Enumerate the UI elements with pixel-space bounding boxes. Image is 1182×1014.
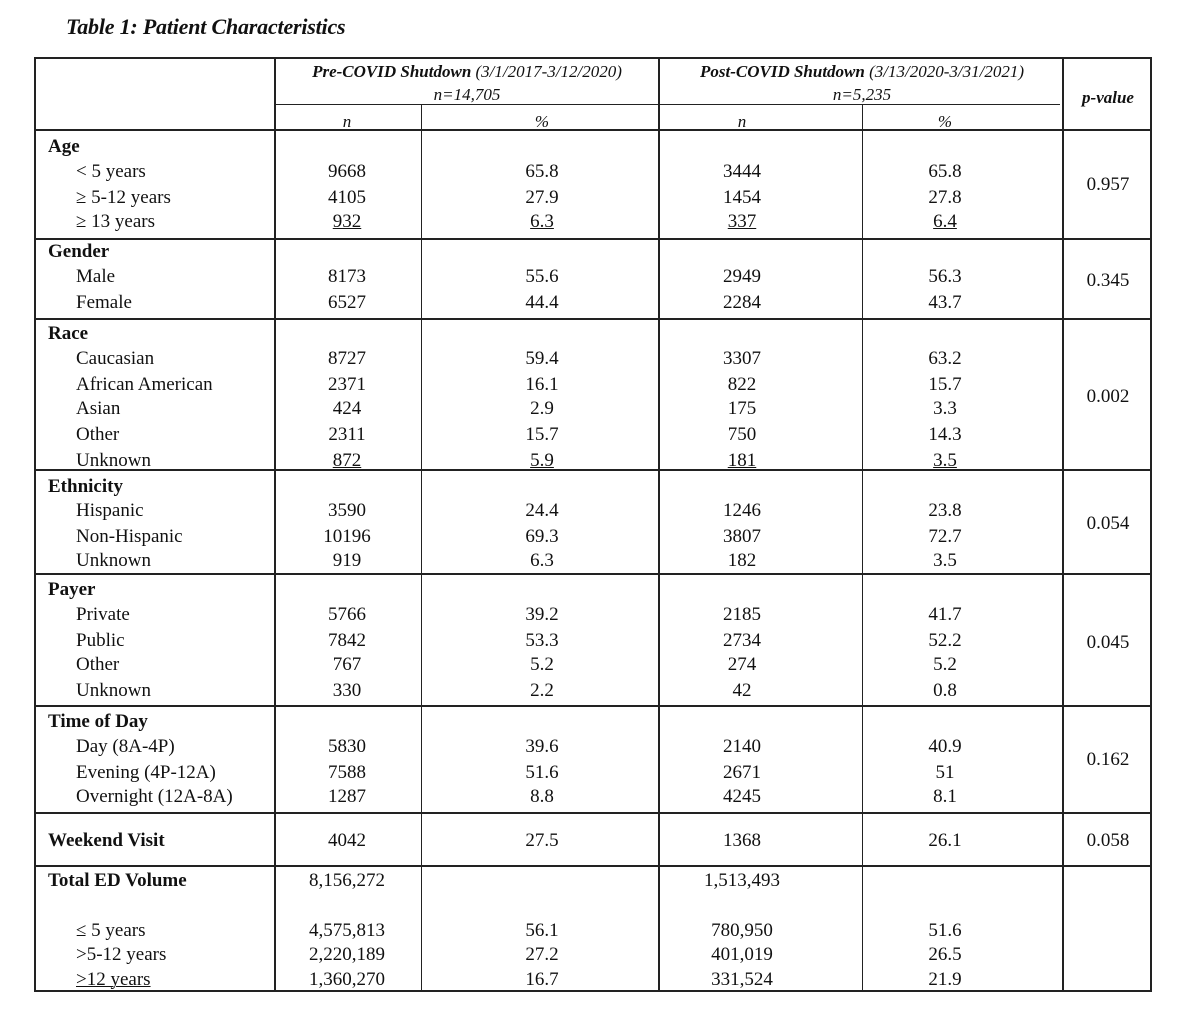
pre-covid-n: n=14,705 bbox=[433, 85, 501, 104]
post-pct-value: 21.9 bbox=[928, 969, 962, 990]
section-title-ethnicity: Ethnicity bbox=[48, 476, 123, 497]
pre-n-value: 4,575,813 bbox=[309, 920, 385, 941]
post-n-value: 2671 bbox=[723, 762, 761, 783]
row-divider bbox=[36, 812, 1150, 814]
post-pct-value: 0.8 bbox=[933, 680, 957, 701]
section-title-weekend-visit: Weekend Visit bbox=[48, 830, 165, 851]
pre-pct-value: 55.6 bbox=[525, 266, 559, 287]
table-title: Table 1: Patient Characteristics bbox=[66, 14, 346, 39]
row-label: Caucasian bbox=[76, 348, 155, 369]
post-pct-value: 6.4 bbox=[933, 211, 957, 232]
pre-n-value: 4042 bbox=[328, 830, 366, 851]
pre-covid-header-dates: (3/1/2017-3/12/2020) bbox=[475, 62, 622, 81]
pre-pct-value: 2.9 bbox=[530, 398, 554, 419]
post-n-value: 4245 bbox=[723, 786, 761, 807]
pre-covid-header bbox=[312, 61, 622, 83]
pre-n-value: 9668 bbox=[328, 161, 366, 182]
column-divider bbox=[862, 104, 863, 990]
post-covid-n: n=5,235 bbox=[832, 85, 892, 104]
pre-pct-value: 5.9 bbox=[530, 450, 554, 471]
row-label: Male bbox=[76, 266, 116, 287]
pre-n-value: 330 bbox=[332, 680, 362, 701]
pre-pct-value: 44.4 bbox=[525, 292, 559, 313]
pre-pct-value: 6.3 bbox=[530, 550, 554, 571]
post-pct-value: 27.8 bbox=[928, 187, 962, 208]
row-divider bbox=[36, 573, 1150, 575]
section-title-race: Race bbox=[48, 323, 89, 344]
row-divider bbox=[36, 318, 1150, 320]
pre-pct-value: 16.1 bbox=[525, 374, 559, 395]
row-label: Day (8A-4P) bbox=[76, 736, 175, 757]
pre-n-value: 919 bbox=[332, 550, 362, 571]
section-title-age: Age bbox=[48, 136, 80, 157]
pre-pct-value: 15.7 bbox=[525, 424, 559, 445]
pre-n-value: 3590 bbox=[328, 500, 366, 521]
row-label: Asian bbox=[76, 398, 121, 419]
post-n-value: 1454 bbox=[723, 187, 761, 208]
pre-pct-value: 39.2 bbox=[525, 604, 559, 625]
post-n-value: 2284 bbox=[723, 292, 761, 313]
post-pct-value: 40.9 bbox=[928, 736, 962, 757]
post-n-value: 182 bbox=[727, 550, 757, 571]
pvalue-age: 0.957 bbox=[1086, 174, 1130, 195]
row-divider bbox=[36, 469, 1150, 471]
pvalue-weekend-visit: 0.058 bbox=[1086, 830, 1130, 851]
column-divider bbox=[1062, 59, 1064, 990]
post-covid-header-dates: (3/13/2020-3/31/2021) bbox=[869, 62, 1025, 81]
post-pct-value: 72.7 bbox=[928, 526, 962, 547]
row-label: African American bbox=[76, 374, 213, 395]
pre-n-value: 2371 bbox=[328, 374, 366, 395]
pre-pct-value: 2.2 bbox=[530, 680, 554, 701]
post-n-value: 750 bbox=[727, 424, 757, 445]
pre-pct-value: 27.5 bbox=[525, 830, 559, 851]
pre-pct-value: 5.2 bbox=[530, 654, 554, 675]
pre-n-value: 5830 bbox=[328, 736, 366, 757]
pre-n-value: 8173 bbox=[328, 266, 366, 287]
pre-pct-value: 59.4 bbox=[525, 348, 559, 369]
row-label: Unknown bbox=[76, 680, 151, 701]
pre-pct-value: 51.6 bbox=[525, 762, 559, 783]
row-label: Hispanic bbox=[76, 500, 144, 521]
row-divider bbox=[36, 705, 1150, 707]
row-label: Female bbox=[76, 292, 132, 313]
post-n-value: 401,019 bbox=[711, 944, 773, 965]
post-total-value: 1,513,493 bbox=[704, 870, 780, 891]
post-pct-value: 51.6 bbox=[928, 920, 962, 941]
pre-pct-value: 8.8 bbox=[530, 786, 554, 807]
post-pct-value: 51 bbox=[935, 762, 955, 783]
post-n-value: 3807 bbox=[723, 526, 761, 547]
post-pct-value: 23.8 bbox=[928, 500, 962, 521]
pre-n-value: 932 bbox=[332, 211, 362, 232]
post-pct-value: 3.5 bbox=[933, 550, 957, 571]
post-n-value: 1246 bbox=[723, 500, 761, 521]
pre-pct-header: % bbox=[534, 112, 550, 131]
post-pct-value: 43.7 bbox=[928, 292, 962, 313]
post-n-value: 3307 bbox=[723, 348, 761, 369]
post-pct-value: 65.8 bbox=[928, 161, 962, 182]
post-pct-value: 15.7 bbox=[928, 374, 962, 395]
row-label: Private bbox=[76, 604, 130, 625]
row-divider bbox=[36, 865, 1150, 867]
post-n-value: 181 bbox=[727, 450, 757, 471]
post-pct-header: % bbox=[937, 112, 953, 131]
post-pct-value: 14.3 bbox=[928, 424, 962, 445]
pre-n-value: 872 bbox=[332, 450, 362, 471]
post-n-value: 2185 bbox=[723, 604, 761, 625]
row-label: < 5 years bbox=[76, 161, 146, 182]
post-pct-value: 3.3 bbox=[933, 398, 957, 419]
row-label: Unknown bbox=[76, 450, 151, 471]
row-divider bbox=[36, 238, 1150, 240]
pre-n-header: n bbox=[342, 112, 352, 131]
pre-n-value: 10196 bbox=[323, 526, 371, 547]
row-divider bbox=[36, 129, 1150, 131]
section-title-total-ed-volume: Total ED Volume bbox=[48, 870, 187, 891]
pvalue-ethnicity: 0.054 bbox=[1086, 513, 1130, 534]
post-n-value: 2140 bbox=[723, 736, 761, 757]
header-divider bbox=[274, 104, 1060, 105]
section-title-time-of-day: Time of Day bbox=[48, 711, 148, 732]
row-label: ≥ 5-12 years bbox=[76, 187, 171, 208]
post-n-value: 337 bbox=[727, 211, 757, 232]
pre-pct-value: 65.8 bbox=[525, 161, 559, 182]
column-divider bbox=[658, 59, 660, 990]
pre-n-value: 8727 bbox=[328, 348, 366, 369]
post-covid-header bbox=[700, 61, 1024, 83]
post-n-header: n bbox=[737, 112, 747, 131]
pre-pct-value: 24.4 bbox=[525, 500, 559, 521]
post-pct-value: 26.1 bbox=[928, 830, 962, 851]
post-n-value: 2734 bbox=[723, 630, 761, 651]
pre-pct-value: 6.3 bbox=[530, 211, 554, 232]
post-pct-value: 5.2 bbox=[933, 654, 957, 675]
post-pct-value: 26.5 bbox=[928, 944, 962, 965]
post-pct-value: 63.2 bbox=[928, 348, 962, 369]
pre-n-value: 1287 bbox=[328, 786, 366, 807]
post-n-value: 822 bbox=[727, 374, 757, 395]
post-pct-value: 8.1 bbox=[933, 786, 957, 807]
row-label: Other bbox=[76, 654, 120, 675]
row-label: Overnight (12A-8A) bbox=[76, 786, 233, 807]
row-label: ≤ 5 years bbox=[76, 920, 146, 941]
pre-n-value: 424 bbox=[332, 398, 362, 419]
pvalue-gender: 0.345 bbox=[1086, 270, 1130, 291]
pre-n-value: 4105 bbox=[328, 187, 366, 208]
pre-n-value: 767 bbox=[332, 654, 362, 675]
pvalue-race: 0.002 bbox=[1086, 386, 1130, 407]
post-n-value: 2949 bbox=[723, 266, 761, 287]
patient-characteristics-table bbox=[34, 57, 1152, 992]
post-pct-value: 3.5 bbox=[933, 450, 957, 471]
row-label: Evening (4P-12A) bbox=[76, 762, 216, 783]
post-n-value: 1368 bbox=[723, 830, 761, 851]
pre-pct-value: 27.9 bbox=[525, 187, 559, 208]
pre-n-value: 1,360,270 bbox=[309, 969, 385, 990]
pvalue-time-of-day: 0.162 bbox=[1086, 749, 1130, 770]
pre-n-value: 7588 bbox=[328, 762, 366, 783]
pre-covid-header-title: Pre-COVID Shutdown bbox=[312, 62, 472, 81]
pvalue-payer: 0.045 bbox=[1086, 632, 1130, 653]
section-title-gender: Gender bbox=[48, 241, 110, 262]
post-pct-value: 52.2 bbox=[928, 630, 962, 651]
pre-pct-value: 39.6 bbox=[525, 736, 559, 757]
post-n-value: 274 bbox=[727, 654, 757, 675]
section-title-payer: Payer bbox=[48, 579, 96, 600]
pre-n-value: 2311 bbox=[328, 424, 366, 445]
post-n-value: 42 bbox=[732, 680, 752, 701]
post-pct-value: 41.7 bbox=[928, 604, 962, 625]
pre-n-value: 6527 bbox=[328, 292, 366, 313]
pre-pct-value: 56.1 bbox=[525, 920, 559, 941]
column-divider bbox=[274, 59, 276, 990]
pre-n-value: 2,220,189 bbox=[309, 944, 385, 965]
post-n-value: 780,950 bbox=[711, 920, 773, 941]
post-n-value: 331,524 bbox=[711, 969, 773, 990]
post-pct-value: 56.3 bbox=[928, 266, 962, 287]
post-covid-header-title: Post-COVID Shutdown bbox=[699, 62, 865, 81]
pre-pct-value: 27.2 bbox=[525, 944, 559, 965]
pre-pct-value: 69.3 bbox=[525, 526, 559, 547]
pre-pct-value: 53.3 bbox=[525, 630, 559, 651]
pre-pct-value: 16.7 bbox=[525, 969, 559, 990]
row-label: Public bbox=[76, 630, 125, 651]
pre-total-value: 8,156,272 bbox=[309, 870, 385, 891]
row-label: >5-12 years bbox=[76, 944, 167, 965]
row-label: Other bbox=[76, 424, 120, 445]
row-label: Non-Hispanic bbox=[76, 526, 183, 547]
pvalue-header: p-value bbox=[1082, 88, 1134, 107]
column-divider bbox=[421, 104, 422, 990]
pre-n-value: 7842 bbox=[328, 630, 366, 651]
row-label: ≥ 13 years bbox=[76, 211, 156, 232]
pre-n-value: 5766 bbox=[328, 604, 366, 625]
row-label: Unknown bbox=[76, 550, 151, 571]
post-n-value: 175 bbox=[727, 398, 757, 419]
post-n-value: 3444 bbox=[723, 161, 761, 182]
row-label: >12 years bbox=[76, 969, 151, 990]
